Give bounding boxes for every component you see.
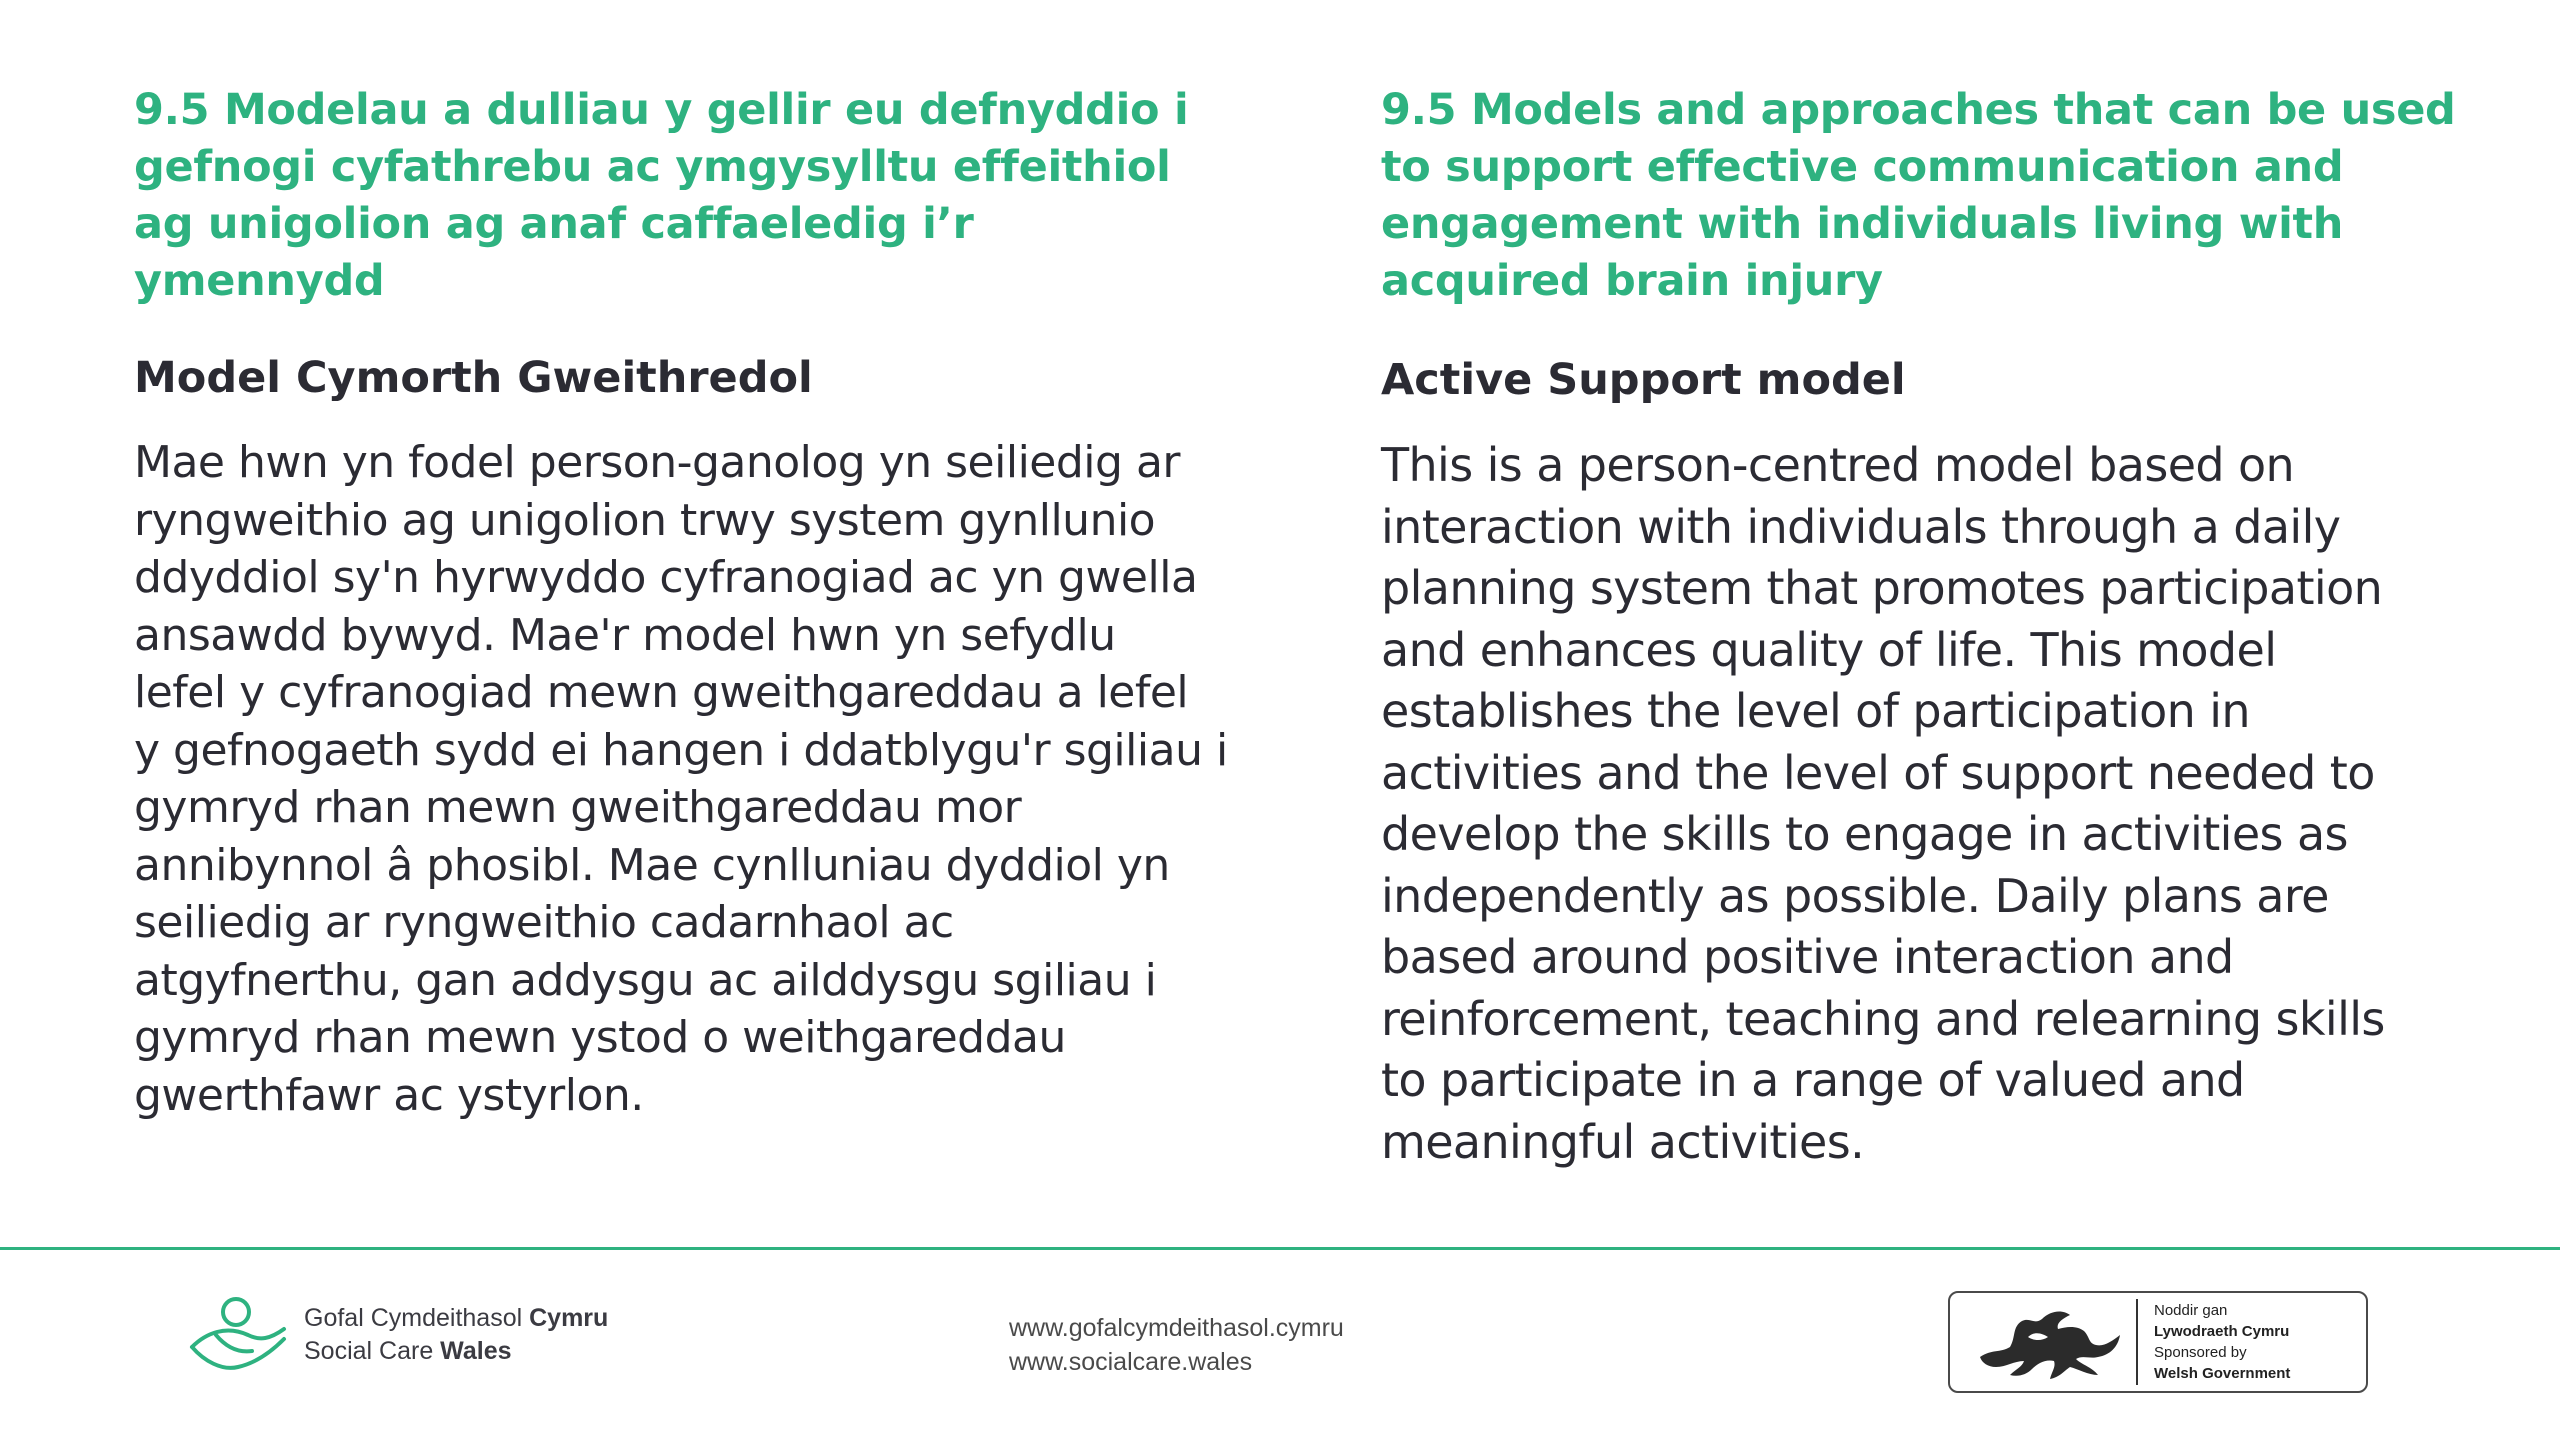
body-line: Mae hwn yn fodel person-ganolog yn seiliedig ar	[134, 437, 1180, 488]
english-column	[1381, 82, 2461, 1173]
english-url-link[interactable]: www.socialcare.wales	[1009, 1348, 1253, 1376]
body-line: seiliedig ar ryngweithio cadarnhaol ac	[134, 897, 954, 948]
heading-line: ag unigolion ag anaf caffaeledig i’r	[134, 199, 974, 249]
gov-badge-text	[2154, 1300, 2290, 1384]
heading-line: acquired brain injury	[1381, 256, 1883, 306]
body-line: gymryd rhan mewn gweithgareddau mor	[134, 782, 1022, 833]
badge-line4: Welsh Government	[2154, 1365, 2291, 1382]
footer-urls	[1009, 1311, 1344, 1379]
logo-text	[304, 1302, 608, 1368]
body-line: to participate in a range of valued and	[1381, 1053, 2245, 1107]
body-line: activities and the level of support needed to	[1381, 745, 2375, 800]
badge-line2: Lywodraeth Cymru	[2154, 1323, 2290, 1340]
badge-line1: Noddir gan	[2154, 1302, 2228, 1319]
body-line: reinforcement, teaching and relearning skills	[1381, 991, 2385, 1046]
heading-line: ymennydd	[134, 256, 385, 306]
welsh-heading	[134, 82, 1254, 310]
footer-divider	[0, 1247, 2560, 1250]
body-line: develop the skills to engage in activities as	[1381, 807, 2348, 861]
english-subheading: Active Support model	[1381, 355, 1906, 405]
logo-line2-regular: Social Care	[304, 1337, 441, 1365]
welsh-subheading: Model Cymorth Gweithredol	[134, 353, 813, 403]
heading-line: gefnogi cyfathrebu ac ymgysylltu effeithiol	[134, 142, 1171, 192]
body-line: annibynnol â phosibl. Mae cynlluniau dyddiol yn	[134, 839, 1170, 891]
body-line: ansawdd bywyd. Mae'r model hwn yn sefydlu	[134, 609, 1116, 661]
welsh-column	[134, 82, 1254, 1124]
logo-line1-regular: Gofal Cymdeithasol	[304, 1304, 530, 1332]
body-line: independently as possible. Daily plans are	[1381, 868, 2329, 923]
body-line: and enhances quality of life. This model	[1381, 622, 2277, 677]
welsh-body	[134, 434, 1254, 1124]
welsh-url-link[interactable]: www.gofalcymdeithasol.cymru	[1009, 1314, 1344, 1342]
logo-line2-bold: Wales	[440, 1337, 512, 1365]
body-line: gwerthfawr ac ystyrlon.	[134, 1069, 644, 1121]
body-line: interaction with individuals through a daily	[1381, 499, 2341, 554]
social-care-wales-logo	[186, 1295, 608, 1375]
body-line: planning system that promotes participation	[1381, 561, 2383, 615]
welsh-government-badge	[1948, 1291, 2368, 1393]
body-line: ddyddiol sy'n hyrwyddo cyfranogiad ac yn gwella	[134, 552, 1198, 603]
body-line: atgyfnerthu, gan addysgu ac ailddysgu sgiliau i	[134, 954, 1157, 1006]
body-line: gymryd rhan mewn ystod o weithgareddau	[134, 1012, 1066, 1063]
social-care-wales-logo-icon	[186, 1295, 290, 1375]
english-body	[1381, 435, 2461, 1173]
english-heading	[1381, 82, 2461, 310]
welsh-dragon-icon	[1970, 1297, 2130, 1387]
body-line: based around positive interaction and	[1381, 930, 2234, 984]
badge-divider	[2136, 1299, 2138, 1385]
heading-line: 9.5 Models and approaches that can be used	[1381, 85, 2456, 135]
badge-line3: Sponsored by	[2154, 1344, 2247, 1361]
heading-line: to support effective communication and	[1381, 142, 2344, 192]
logo-line1-bold: Cymru	[529, 1304, 609, 1332]
heading-line: engagement with individuals living with	[1381, 199, 2344, 249]
body-line: meaningful activities.	[1381, 1114, 1865, 1169]
body-line: y gefnogaeth sydd ei hangen i ddatblygu'r sgiliau i	[134, 724, 1228, 776]
body-line: lefel y cyfranogiad mewn gweithgareddau a lefel	[134, 667, 1189, 718]
body-line: ryngweithio ag unigolion trwy system gynllunio	[134, 494, 1156, 546]
heading-line: 9.5 Modelau a dulliau y gellir eu defnyddio i	[134, 85, 1189, 135]
body-line: establishes the level of participation in	[1381, 684, 2250, 738]
body-line: This is a person-centred model based on	[1381, 438, 2295, 492]
